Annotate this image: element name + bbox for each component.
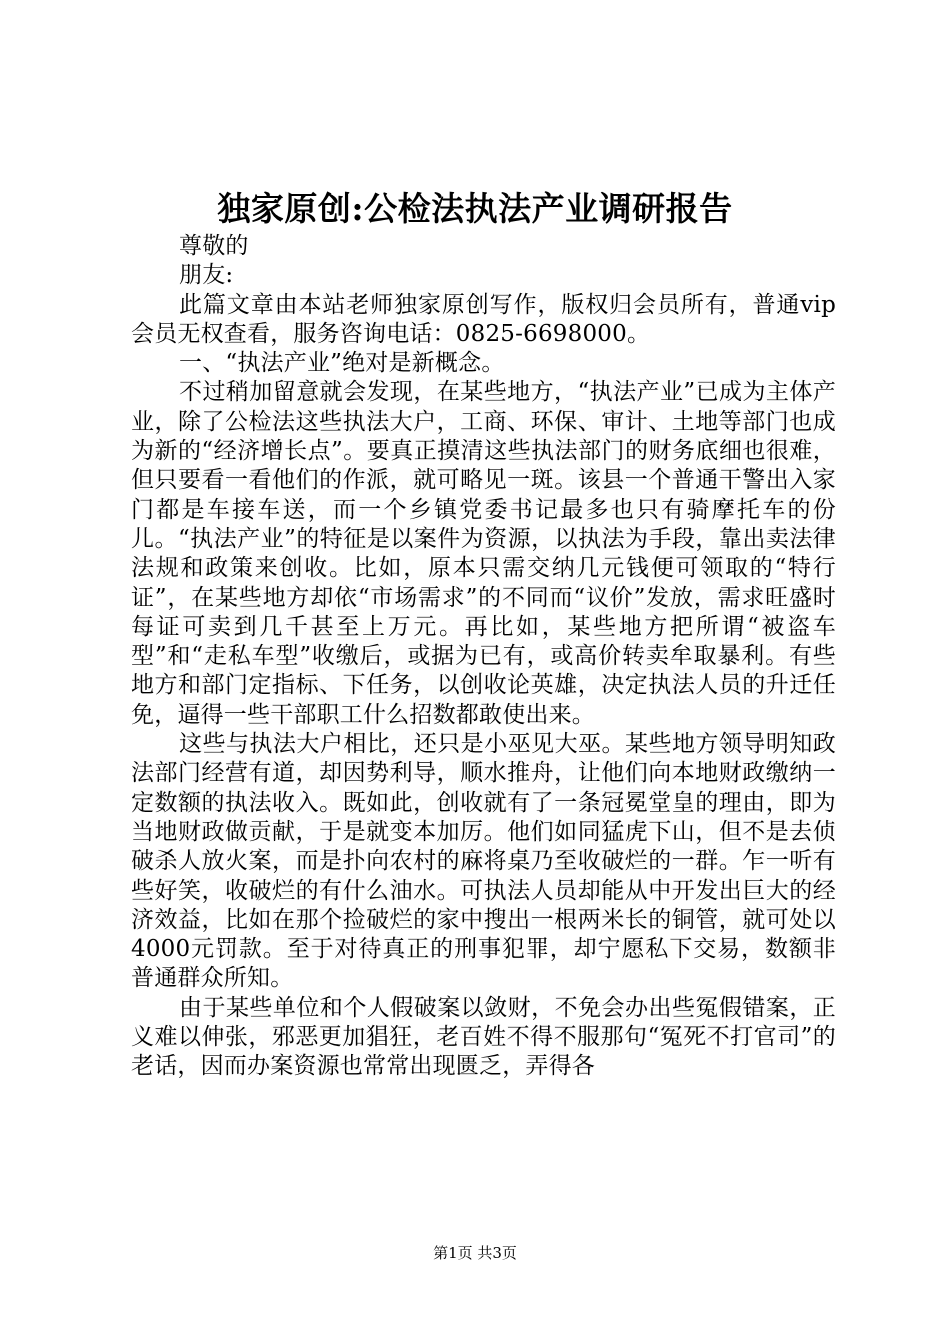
document-title: 独家原创:公检法执法产业调研报告 [217, 189, 733, 228]
paragraph-1: 不过稍加留意就会发现，在某些地方，“执法产业”已成为主体产业，除了公检法这些执法大户，工商、环保、审计、土地等部门也成为新的“经济增长点”。要真正摸清这些执法部门的财务底细也很难，但只要看一看他们的作派，就可略见一斑。该县一个普通干警出入家门都是车接车送，而一个乡镇党委书记最多也只有骑摩托车的份儿。“执法产业”的特征是以案件为资源，以执法为手段，靠出卖法律法规和政策来创收。比如，原本只需交纳几元钱便可领取的“特行证”，在某些地方却依“市场需求”的不同而“议价”发放，需求旺盛时每证可卖到几千甚至上万元。再比如，某些地方把所谓“被盗车型”和“走私车型”收缴后，或据为已有，或高价转卖牟取暴利。有些地方和部门定指标、下任务，以创收论英雄，决定执法人员的升迁任免，逼得一些干部职工什么招数都敢使出来。 [131, 379, 836, 728]
paragraph-copyright-notice: 此篇文章由本站老师独家原创写作，版权归会员所有，普通vip会员无权查看，服务咨询电话：0825-6698000。 [131, 291, 836, 347]
paragraph-2: 这些与执法大户相比，还只是小巫见大巫。某些地方领导明知政法部门经营有道，却因势利导，顺水推舟，让他们向本地财政缴纳一定数额的执法收入。既如此，创收就有了一条冠冕堂皇的理由，即为当地财政做贡献，于是就变本加厉。他们如同猛虎下山，但不是去侦破杀人放火案，而是扑向农村的麻将桌乃至收破烂的一群。乍一听有些好笑，收破烂的有什么油水。可执法人员却能从中开发出巨大的经济效益，比如在那个捡破烂的家中搜出一根两米长的铜管，就可处以4000元罚款。至于对待真正的刑事犯罪，却宁愿私下交易，数额非普通群众所知。 [131, 731, 836, 992]
paragraph-3: 由于某些单位和个人假破案以敛财，不免会办出些冤假错案，正义难以伸张，邪恶更加猖狂，老百姓不得不服那句“冤死不打官司”的老话，因而办案资源也常常出现匮乏，弄得各 [131, 994, 836, 1080]
section-heading-1: 一、“执法产业”绝对是新概念。 [179, 350, 505, 377]
salutation-line-1: 尊敬的 [179, 233, 249, 259]
salutation-line-2: 朋友: [179, 262, 234, 289]
page-footer: 第1页 共3页 [433, 1244, 517, 1262]
document-body [131, 232, 836, 1082]
